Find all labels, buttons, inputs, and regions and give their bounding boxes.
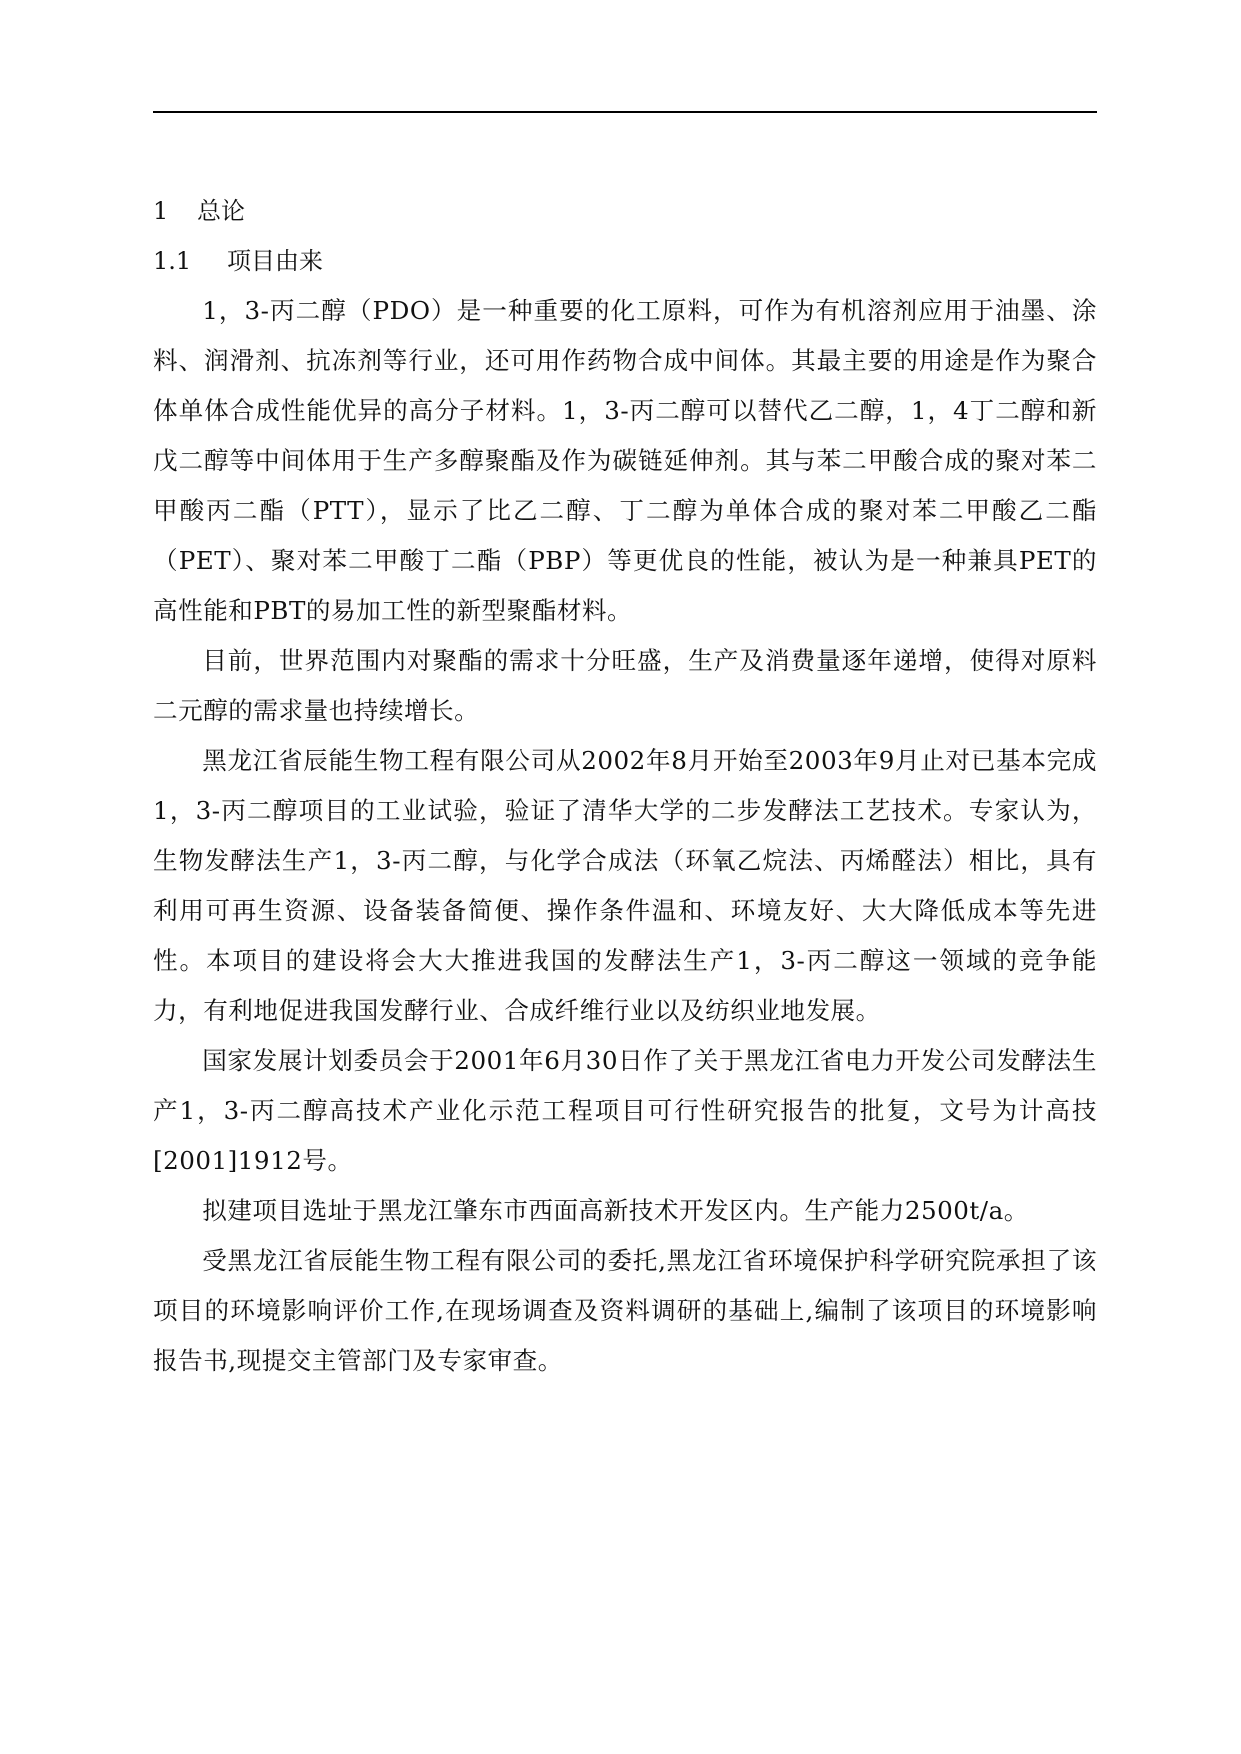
paragraph-market-demand: 目前，世界范围内对聚酯的需求十分旺盛，生产及消费量逐年递增，使得对原料二元醇的需求量也持续增长。 [153,646,1097,725]
paragraph-commission: 受黑龙江省辰能生物工程有限公司的委托,黑龙江省环境保护科学研究院承担了该项目的环境影响评价工作,在现场调查及资料调研的基础上,编制了该项目的环境影响报告书,现提交主管部门及专家审查。 [153,1246,1097,1375]
section-number-1: 1 [153,197,169,225]
paragraph-pdo-intro: 1，3-丙二醇（PDO）是一种重要的化工原料，可作为有机溶剂应用于油墨、涂料、润滑剂、抗冻剂等行业，还可用作药物合成中间体。其最主要的用途是作为聚合体单体合成性能优异的高分子材料。1，3-丙二醇可以替代乙二醇，1，4丁二醇和新戊二醇等中间体用于生产多醇聚酯及作为碳链延伸剂。其与苯二甲酸合成的聚对苯二甲酸丙二酯（PTT），显示了比乙二醇、丁二醇为单体合成的聚对苯二甲酸乙二酯（PET）、聚对苯二甲酸丁二酯（PBP）等更优良的性能，被认为是一种兼具PET的高性能和PBT的易加工性的新型聚酯材料。 [153,296,1097,625]
section-title-1: 总论 [197,197,245,225]
header-rule [153,111,1097,113]
paragraph-industrial-trial: 黑龙江省辰能生物工程有限公司从2002年8月开始至2003年9月止对已基本完成1，3-丙二醇项目的工业试验，验证了清华大学的二步发酵法工艺技术。专家认为，生物发酵法生产1，3-丙二醇，与化学合成法（环氧乙烷法、丙烯醛法）相比，具有利用可再生资源、设备装备简便、操作条件温和、环境友好、大大降低成本等先进性。本项目的建设将会大大推进我国的发酵法生产1，3-丙二醇这一领域的竞争能力，有利地促进我国发酵行业、合成纤维行业以及纺织业地发展。 [153,746,1097,1025]
paragraph-approval: 国家发展计划委员会于2001年6月30日作了关于黑龙江省电力开发公司发酵法生产1，3-丙二醇高技术产业化示范工程项目可行性研究报告的批复，文号为计高技[2001]1912号。 [153,1046,1097,1175]
paragraph-site-capacity: 拟建项目选址于黑龙江肇东市西面高新技术开发区内。生产能力2500t/a。 [202,1196,1029,1225]
section-number-1-1: 1.1 [153,247,192,275]
section-heading-1 [153,186,1097,236]
document-body [153,186,1097,1386]
section-title-1-1: 项目由来 [227,247,323,275]
section-heading-1-1 [153,236,1097,286]
